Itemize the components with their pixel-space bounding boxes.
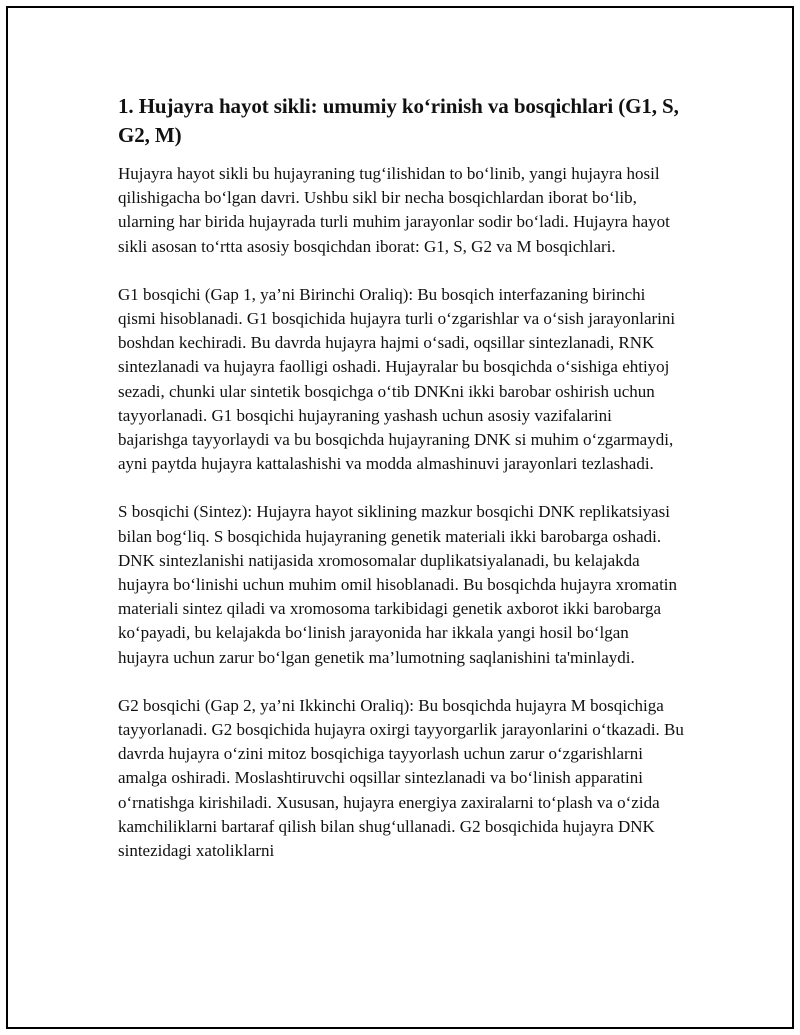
paragraph-intro: Hujayra hayot sikli bu hujayraning tug‘ilishidan to bo‘linib, yangi hujayra hosil qilishigacha bo‘lgan davri. Ushbu sikl bir necha bosqichlardan iborat bo‘lib, ularning har birida hujayrada turli muhim jarayonlar sodir bo‘ladi. Hujayra hayot sikli asosan to‘rtta asosiy bosqichdan iborat: G1, S, G2 va M bosqichlari. bbox=[118, 164, 670, 256]
paragraph-g2-phase: G2 bosqichi (Gap 2, ya’ni Ikkinchi Oraliq): Bu bosqichda hujayra M bosqichiga tayyorlanadi. G2 bosqichida hujayra oxirgi tayyorgarlik jarayonlarini o‘tkazadi. Bu davrda hujayra o‘zini mitoz bosqichiga tayyorlash uchun zarur o‘zgarishlarni amalga oshiradi. Moslashtiruvchi oqsillar sintezlanadi va bo‘linish apparatini o‘rnatishga kirishiladi. Xususan, hujayra energiya zaxiralarni to‘plash va o‘zida kamchiliklarni bartaraf qilish bilan shug‘ullanadi. G2 bosqichida hujayra DNK sintezidagi xatoliklarni bbox=[118, 695, 684, 861]
paragraph-g1-phase: G1 bosqichi (Gap 1, ya’ni Birinchi Oraliq): Bu bosqich interfazaning birinchi qismi hisoblanadi. G1 bosqichida hujayra turli o‘zgarishlar va o‘sish jarayonlarini boshdan kechiradi. Bu davrda hujayra hajmi o‘sadi, oqsillar sintezlanadi, RNK sintezlanadi va hujayra faolligi oshadi. Hujayralar bu bosqichda o‘sishiga ehtiyoj sezadi, chunki ular sintetik bosqichga o‘tib DNKni ikki barobar oshirish uchun tayyorlanadi. G1 bosqichi hujayraning yashash uchun asosiy vazifalarini bajarishga tayyorlaydi va bu bosqichda hujayraning DNK si muhim o‘zgarmaydi, ayni paytda hujayra kattalashishi va modda almashinuvi jarayonlari tezlashadi. bbox=[118, 284, 676, 474]
document-body bbox=[118, 92, 684, 887]
paragraph-s-phase: S bosqichi (Sintez): Hujayra hayot siklining mazkur bosqichi DNK replikatsiyasi bilan bog‘liq. S bosqichida hujayraning genetik materiali ikki barobarga oshadi. DNK sintezlanishi natijasida xromosomalar duplikatsiyalanadi, bu kelajakda hujayra bo‘linishi uchun muhim omil hisoblanadi. Bu bosqichda hujayra xromatin materiali sintez qiladi va xromosoma tarkibidagi genetik axborot ikki barobarga ko‘payadi, bu kelajakda bo‘linish jarayonida har ikkala yangi hosil bo‘lgan hujayra uchun zarur bo‘lgan genetik ma’lumotning saqlanishini ta'minlaydi. bbox=[118, 502, 678, 667]
section-heading: 1. Hujayra hayot sikli: umumiy ko‘rinish va bosqichlari (G1, S, G2, M) bbox=[118, 94, 679, 147]
